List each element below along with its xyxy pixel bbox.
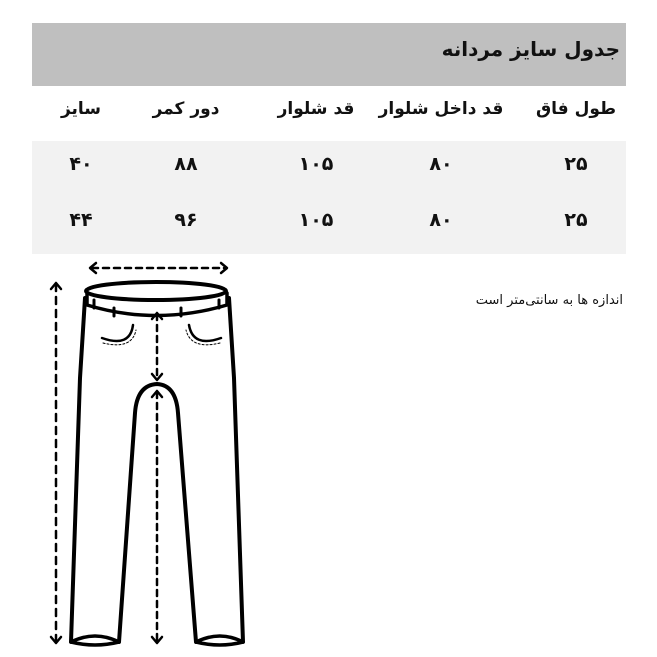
table-body xyxy=(32,141,626,254)
units-note: اندازه ها به سانتی‌متر است xyxy=(475,293,623,308)
page-title: جدول سایز مردانه xyxy=(441,37,620,61)
cell-pants-length: ۱۰۵ xyxy=(298,153,334,175)
header-size: سایز xyxy=(60,99,102,119)
cell-size: ۴۰ xyxy=(69,153,93,175)
cell-pants-length: ۱۰۵ xyxy=(298,209,334,231)
cell-size: ۴۴ xyxy=(69,209,93,231)
header-inseam: قد داخل شلوار xyxy=(378,99,504,119)
header-crotch-length: طول فاق xyxy=(535,99,617,119)
header-pants-length: قد شلوار xyxy=(277,99,355,119)
size-chart-title-bar xyxy=(32,23,626,86)
pants-measurement-diagram-icon xyxy=(40,258,260,653)
cell-waist: ۹۶ xyxy=(174,209,198,231)
header-waist: دور کمر xyxy=(152,99,220,119)
cell-waist: ۸۸ xyxy=(174,153,198,175)
cell-crotch-length: ۲۵ xyxy=(564,209,588,231)
cell-inseam: ۸۰ xyxy=(429,209,453,231)
cell-inseam: ۸۰ xyxy=(429,153,453,175)
table-header-row xyxy=(32,86,626,141)
cell-crotch-length: ۲۵ xyxy=(564,153,588,175)
